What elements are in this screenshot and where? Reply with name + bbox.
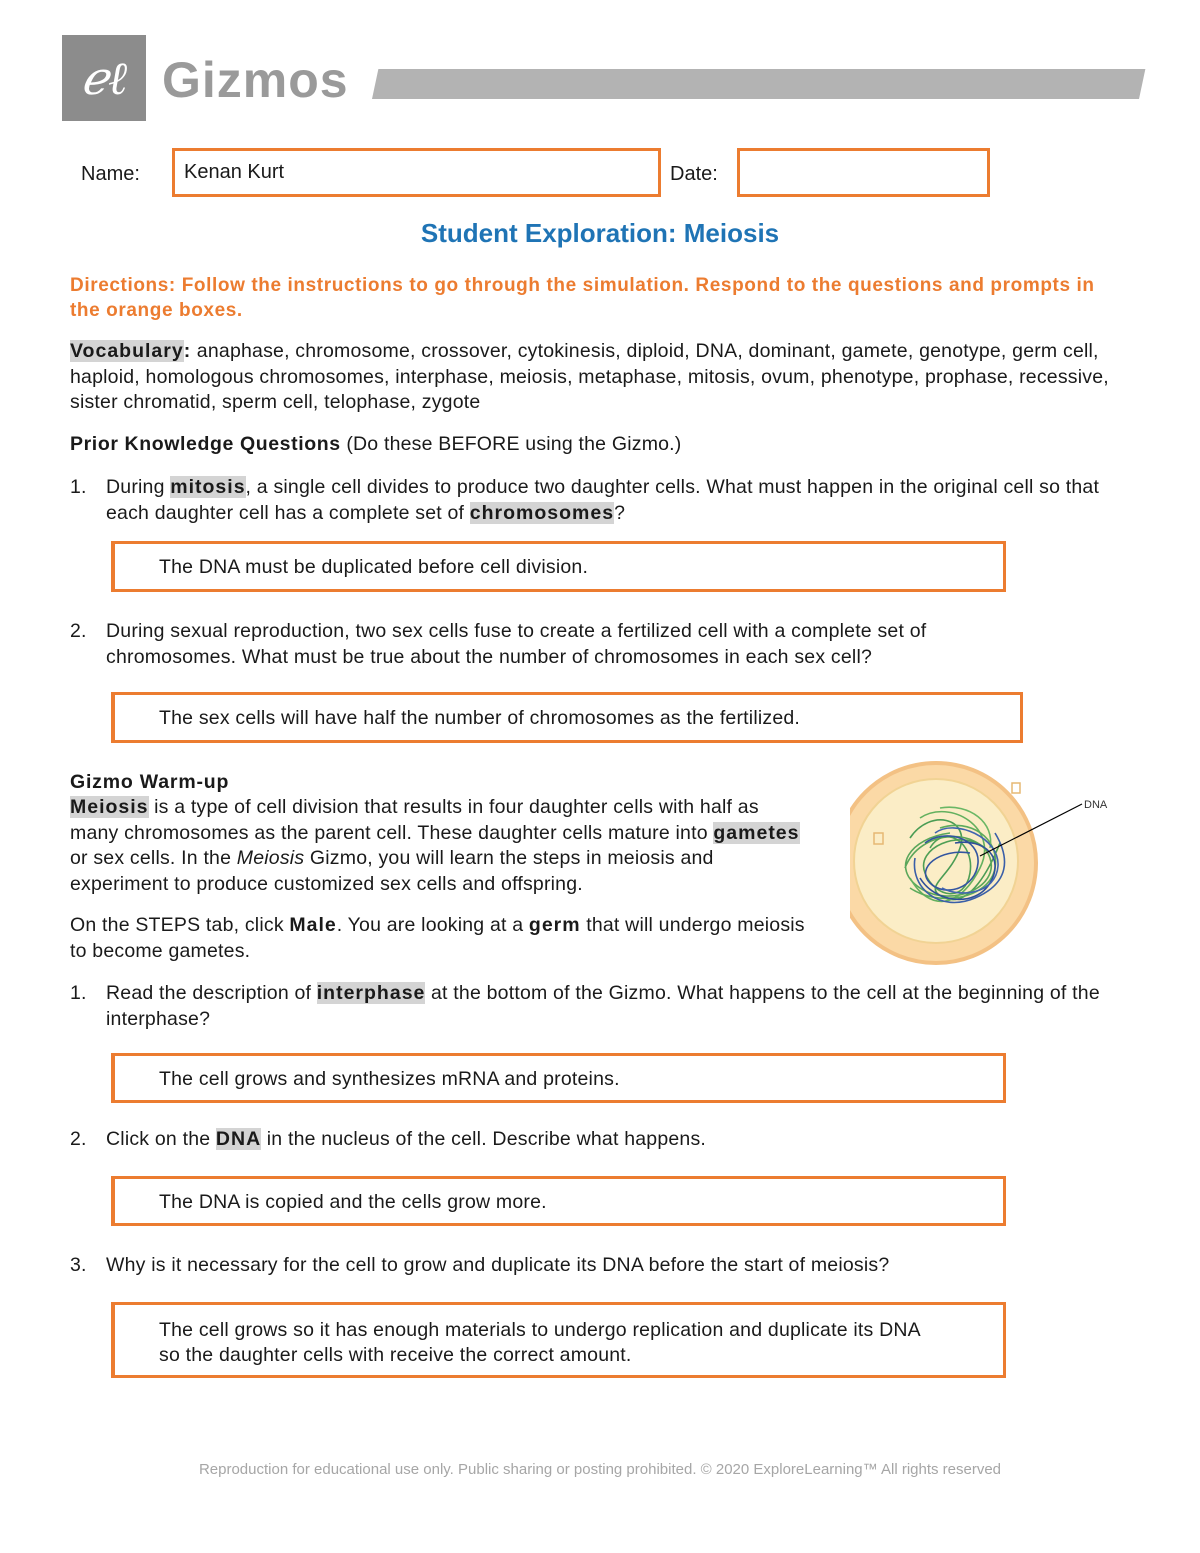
answer-box[interactable] (111, 1302, 1006, 1378)
warmup-question-2: Click on the DNA in the nucleus of the cell. Describe what happens. (106, 1128, 707, 1150)
question-number: 1. (70, 982, 87, 1004)
name-label: Name: (81, 163, 140, 185)
cell-organelle (1012, 783, 1020, 793)
prior-question-1: During mitosis, a single cell divides to produce two daughter cells. What must happen in the original cell so that each daughter cell has a complete set of chromosomes? (106, 476, 1100, 524)
vocabulary: Vocabulary: anaphase, chromosome, crossover, cytokinesis, diploid, DNA, dominant, gamete, genotype, germ cell, haploid, homologous chromosomes, interphase, meiosis, metaphase, mitosis, ovum, phenotype, prophase, recessive, sister chromatid, sperm cell, telophase, zygote (70, 340, 1109, 413)
cell-figure (850, 748, 1140, 978)
el-logo-icon: ℯℓ (80, 51, 128, 105)
question-number: 2. (70, 1128, 87, 1150)
answer-box[interactable] (111, 1176, 1006, 1226)
page-title: Student Exploration: Meiosis (420, 218, 780, 248)
footer: Reproduction for educational use only. Public sharing or posting prohibited. © 2020 ExploreLearning™ All rights reserved (198, 1461, 1002, 1478)
directions: Directions: Follow the instructions to go through the simulation. Respond to the questions and prompts in the orange boxes. (70, 275, 1095, 321)
warmup-heading: Gizmo Warm-up (70, 771, 230, 793)
prior-knowledge-heading: Prior Knowledge Questions (Do these BEFORE using the Gizmo.) (70, 433, 682, 455)
name-value: Kenan Kurt (184, 161, 285, 183)
warmup-paragraph-2: On the STEPS tab, click Male. You are looking at a germ that will undergo meiosis to become gametes. (70, 914, 805, 962)
nucleus (854, 779, 1018, 943)
date-label: Date: (670, 163, 718, 185)
answer-box[interactable] (111, 1053, 1006, 1103)
vocabulary-terms: anaphase, chromosome, crossover, cytokinesis, diploid, DNA, dominant, gamete, genotype, germ cell, haploid, homologous chromosomes, interphase, meiosis, metaphase, mitosis, ovum, phenotype, prophase, recessive, sister chromatid, sperm cell, telophase, zygote (70, 340, 1109, 413)
answer-text: The cell grows and synthesizes mRNA and proteins. (159, 1068, 620, 1090)
answer-box[interactable] (111, 541, 1006, 592)
dna-figure-label: DNA (1084, 799, 1108, 811)
question-number: 3. (70, 1254, 87, 1276)
brand-name: Gizmos (162, 52, 349, 108)
answer-text-line-1: The cell grows so it has enough materials to undergo replication and duplicate its DNA (159, 1319, 921, 1341)
warmup-question-3: Why is it necessary for the cell to grow and duplicate its DNA before the start of meiosis? (106, 1254, 890, 1276)
question-number: 2. (70, 620, 87, 642)
answer-text: The DNA must be duplicated before cell division. (159, 556, 589, 578)
prior-question-2: During sexual reproduction, two sex cells fuse to create a fertilized cell with a complete set of chromosomes. What must be true about the number of chromosomes in each sex cell? (106, 620, 927, 668)
answer-box[interactable] (111, 692, 1023, 743)
header-bar (372, 69, 1145, 99)
logo-badge (62, 35, 146, 121)
answer-text-line-2: so the daughter cells with receive the correct amount. (159, 1344, 632, 1366)
warmup-paragraph-1: Meiosis is a type of cell division that results in four daughter cells with half as many chromosomes as the parent cell. These daughter cells mature into gametes or sex cells. In the Meiosis Gizmo, you will learn the steps in meiosis and experiment to produce customized sex cells and offspring. (70, 796, 800, 895)
date-field[interactable] (737, 148, 990, 197)
warmup-question-1: Read the description of interphase at the bottom of the Gizmo. What happens to the cell at the beginning of the interphase? (106, 982, 1100, 1030)
answer-text: The sex cells will have half the number of chromosomes as the fertilized. (159, 707, 801, 729)
vocabulary-label: Vocabulary (70, 340, 184, 362)
name-field[interactable] (172, 148, 661, 197)
answer-text: The DNA is copied and the cells grow more. (159, 1191, 547, 1213)
question-number: 1. (70, 476, 87, 498)
